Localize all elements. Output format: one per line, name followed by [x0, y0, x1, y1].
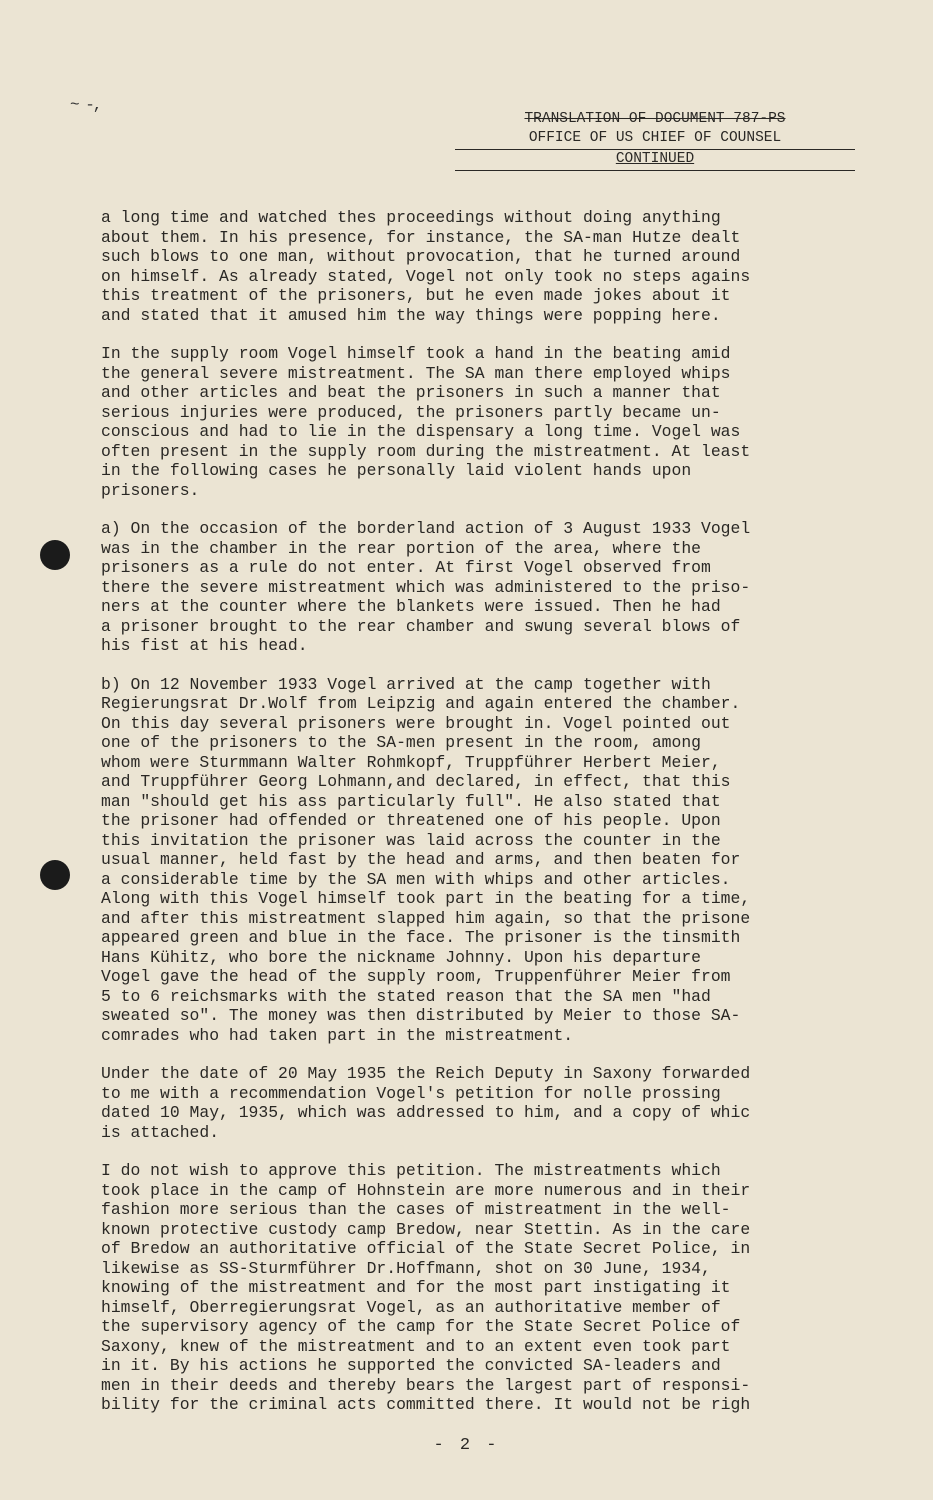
paragraph — [101, 519, 891, 656]
text-line: himself, Oberregierungsrat Vogel, as an authoritative member of — [101, 1297, 721, 1317]
text-line: comrades who had taken part in the mistreatment. — [101, 1025, 574, 1045]
text-line: prisoners. — [101, 480, 200, 500]
text-line: this treatment of the prisoners, but he even made jokes about it — [101, 286, 731, 305]
text-line: the supervisory agency of the camp for the State Secret Police of — [101, 1317, 741, 1336]
text-line: a considerable time by the SA men with whips and other articles. — [101, 869, 731, 889]
text-line: of Bredow an authoritative official of the State Secret Police, in — [101, 1239, 751, 1258]
text-line: is attached. — [101, 1122, 220, 1142]
text-line: ners at the counter where the blankets were issued. Then he had — [101, 597, 721, 616]
text-line: man "should get his ass particularly full". He also stated that — [101, 791, 721, 811]
text-line: known protective custody camp Bredow, near Stettin. As in the care — [101, 1219, 751, 1239]
text-line: such blows to one man, without provocation, that he turned around — [101, 247, 741, 266]
page-number: - 2 - — [433, 1436, 500, 1455]
text-line: took place in the camp of Hohnstein are more numerous and in their — [101, 1180, 751, 1200]
text-line: about them. In his presence, for instance, the SA-man Hutze dealt — [101, 227, 741, 247]
paragraph — [101, 208, 891, 325]
text-line: prisoners as a rule do not enter. At first Vogel observed from — [101, 558, 711, 577]
text-line: sweated so". The money was then distributed by Meier to those SA- — [101, 1006, 741, 1025]
header-rule-bottom — [455, 170, 855, 171]
text-line: this invitation the prisoner was laid across the counter in the — [101, 830, 721, 850]
text-line: usual manner, held fast by the head and arms, and then beaten for — [101, 850, 741, 869]
text-line: and Truppführer Georg Lohmann,and declared, in effect, that this — [101, 772, 731, 791]
text-line: and other articles and beat the prisoners in such a manner that — [101, 383, 721, 402]
text-line: Under the date of 20 May 1935 the Reich Deputy in Saxony forwarded — [101, 1064, 751, 1083]
text-line: the general severe mistreatment. The SA man there employed whips — [101, 363, 731, 383]
corner-mark-icon: ~ -, — [70, 96, 101, 114]
paragraph — [101, 344, 891, 500]
punch-hole-bottom — [40, 860, 70, 890]
text-line: his fist at his head. — [101, 636, 308, 655]
paragraph — [101, 1161, 891, 1415]
text-line: Regierungsrat Dr.Wolf from Leipzig and again entered the chamber. — [101, 694, 741, 713]
text-line: the prisoner had offended or threatened one of his people. Upon — [101, 811, 721, 830]
text-line: in it. By his actions he supported the convicted SA-leaders and — [101, 1356, 721, 1375]
paragraph — [101, 675, 891, 1046]
text-line: b) On 12 November 1933 Vogel arrived at the camp together with — [101, 674, 711, 694]
header-line-1: TRANSLATION OF DOCUMENT 787-PS — [524, 111, 786, 127]
header-line-2: OFFICE OF US CHIEF OF COUNSEL — [528, 130, 782, 146]
text-line: bility for the criminal acts committed there. It would not be righ — [101, 1395, 751, 1414]
text-line: likewise as SS-Sturmführer Dr.Hoffmann, shot on 30 June, 1934, — [101, 1258, 711, 1278]
text-line: men in their deeds and thereby bears the largest part of responsi- — [101, 1375, 751, 1395]
text-line: there the severe mistreatment which was administered to the priso- — [101, 577, 751, 597]
text-line: Vogel gave the head of the supply room, Truppenführer Meier from — [101, 967, 731, 986]
text-line: in the following cases he personally laid violent hands upon — [101, 461, 692, 480]
text-line: I do not wish to approve this petition. The mistreatments which — [101, 1161, 721, 1180]
text-line: dated 10 May, 1935, which was addressed to him, and a copy of whic — [101, 1103, 751, 1122]
text-line: a) On the occasion of the borderland action of 3 August 1933 Vogel — [101, 519, 751, 538]
paragraph — [101, 1064, 891, 1142]
punch-hole-top — [40, 540, 70, 570]
text-line: on himself. As already stated, Vogel not only took no steps agains — [101, 266, 751, 286]
text-line: Hans Kühitz, who bore the nickname Johnny. Upon his departure — [101, 947, 701, 967]
text-line: whom were Sturmmann Walter Rohmkopf, Truppführer Herbert Meier, — [101, 752, 721, 772]
text-line: fashion more serious than the cases of mistreatment in the well- — [101, 1200, 731, 1219]
text-line: knowing of the mistreatment and for the most part instigating it — [101, 1278, 731, 1297]
text-line: appeared green and blue in the face. The prisoner is the tinsmith — [101, 928, 741, 947]
text-line: and stated that it amused him the way things were popping here. — [101, 305, 721, 325]
text-line: a prisoner brought to the rear chamber and swung several blows of — [101, 616, 741, 636]
text-line: Saxony, knew of the mistreatment and to an extent even took part — [101, 1336, 731, 1356]
text-line: On this day several prisoners were brought in. Vogel pointed out — [101, 713, 731, 733]
text-line: Along with this Vogel himself took part in the beating for a time, — [101, 889, 751, 908]
text-line: In the supply room Vogel himself took a hand in the beating amid — [101, 344, 731, 363]
header-line-3: CONTINUED — [615, 151, 695, 167]
text-line: and after this mistreatment slapped him again, so that the prisone — [101, 908, 751, 928]
text-line: was in the chamber in the rear portion of the area, where the — [101, 538, 701, 558]
text-line: often present in the supply room during the mistreatment. At least — [101, 441, 751, 461]
text-line: 5 to 6 reichsmarks with the stated reason that the SA men "had — [101, 986, 711, 1006]
text-line: one of the prisoners to the SA-men present in the room, among — [101, 733, 701, 752]
document-body — [101, 208, 891, 1434]
text-line: to me with a recommendation Vogel's petition for nolle prossing — [101, 1083, 721, 1103]
document-header — [455, 110, 855, 171]
text-line: conscious and had to lie in the dispensary a long time. Vogel was — [101, 422, 741, 441]
text-line: a long time and watched thes proceedings without doing anything — [101, 208, 721, 227]
text-line: serious injuries were produced, the prisoners partly became un- — [101, 402, 721, 422]
